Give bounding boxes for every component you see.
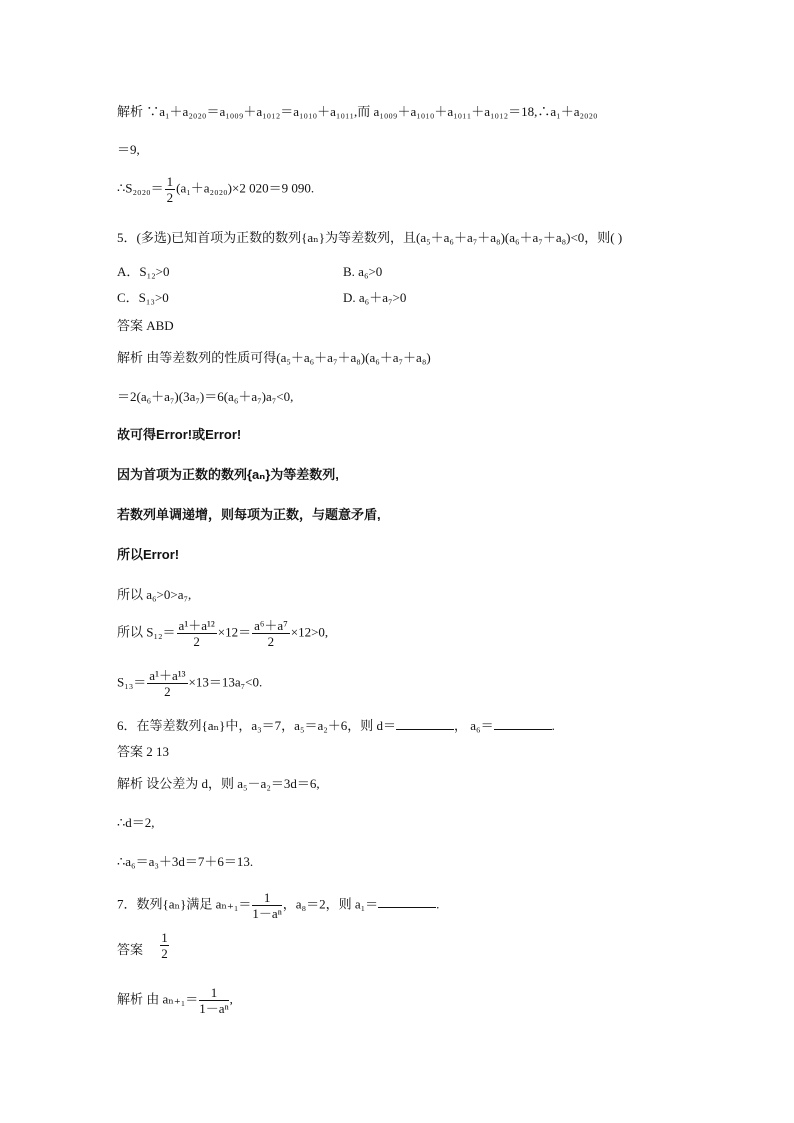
explanation-5-line-9: S₁₃＝ $\frac{\text{a¹＋a¹³}}{2}$ ×13＝13a₇<0. — [117, 668, 263, 699]
fraction-half: $\frac{1}{2}$ — [166, 174, 174, 205]
option-d: D. a₆＋a₇>0 — [343, 290, 407, 305]
explanation-5-line-6: 所以Error! — [117, 547, 180, 562]
explanation-5-line-4: 因为首项为正数的数列{aₙ}为等差数列, — [117, 467, 339, 482]
answer-6: 答案 2 13 — [117, 744, 170, 759]
question-7: 7．数列{aₙ}满足 aₙ₊₁＝ $\frac{1}{\text{1－aⁿ}}$ ，a₈＝2，则 a₁＝ . — [117, 890, 440, 921]
answer-5: 答案 ABD — [117, 318, 174, 333]
explanation-6-line-3: ∴a₆＝a₃＋3d＝7＋6＝13. — [117, 854, 254, 869]
option-a: A．S₁₂>0 — [117, 264, 170, 279]
explanation-7-line-1: 解析 由 aₙ₊₁＝ $\frac{1}{\text{1－aⁿ}}$ , — [117, 985, 233, 1016]
blank-a1[interactable] — [378, 895, 436, 908]
question-5: 5．(多选)已知首项为正数的数列{aₙ}为等差数列，且(a₅＋a₆＋a₇＋a₈)(a₆＋a₇＋a₈)<0，则( ) — [117, 230, 623, 245]
answer-7-fraction: $\frac{1}{2}$ — [161, 930, 168, 961]
explanation-6-line-2: ∴d＝2, — [117, 815, 155, 830]
fraction-s12-b: $\frac{\text{a⁶＋a⁷}}{2}$ — [254, 618, 288, 649]
fraction-s13: $\frac{\text{a¹＋a¹³}}{2}$ — [149, 668, 186, 699]
answer-7-label: 答案 — [117, 942, 144, 957]
sum-prefix: ∴S₂₀₂₀＝ — [117, 180, 164, 196]
explanation-5-line-5: 若数列单调递增，则每项为正数，与题意矛盾, — [117, 507, 381, 522]
explanation-5-line-2: ＝2(a₆＋a₇)(3a₇)＝6(a₆＋a₇)a₇<0, — [117, 389, 294, 404]
blank-a6[interactable] — [494, 717, 552, 730]
fraction-exp7: $\frac{1}{\text{1－aⁿ}}$ — [199, 985, 229, 1016]
option-c: C．S₁₃>0 — [117, 290, 169, 305]
explanation-5-line-3: 故可得Error!或Error! — [117, 427, 242, 442]
solution-line-2: ＝9, — [117, 142, 140, 157]
explanation-5-line-7: 所以 a₆>0>a₇, — [117, 587, 192, 602]
solution-line-3 — [117, 174, 314, 205]
explanation-6-line-1: 解析 设公差为 d，则 a₅－a₂＝3d＝6, — [117, 776, 320, 791]
explanation-5-line-1: 解析 由等差数列的性质可得(a₅＋a₆＋a₇＋a₈)(a₆＋a₇＋a₈) — [117, 350, 431, 365]
explanation-5-line-8: 所以 S₁₂＝ $\frac{\text{a¹＋a¹²}}{2}$ ×12＝ $\frac{\text{a⁶＋a⁷}}{2}$ ×12>0, — [117, 618, 329, 649]
sum-suffix: (a₁＋a₂₀₂₀)×2 020＝9 090. — [176, 180, 315, 196]
option-b: B. a₆>0 — [343, 264, 383, 279]
question-6: 6．在等差数列{aₙ}中，a₃＝7，a₅＝a₂＋6，则 d＝ ， a₆＝ . — [117, 718, 555, 733]
fraction-s12-a: $\frac{\text{a¹＋a¹²}}{2}$ — [178, 618, 215, 649]
solution-line-1: 解析 ∵a₁＋a₂₀₂₀＝a₁₀₀₉＋a₁₀₁₂＝a₁₀₁₀＋a₁₀₁₁,而 a₁₀₀₉＋a₁₀₁₀＋a₁₀₁₁＋a₁₀₁₂＝18,∴a₁＋a₂₀₂₀ — [117, 104, 598, 119]
blank-d[interactable] — [396, 717, 454, 730]
fraction-q7: $\frac{1}{\text{1－aⁿ}}$ — [252, 890, 282, 921]
